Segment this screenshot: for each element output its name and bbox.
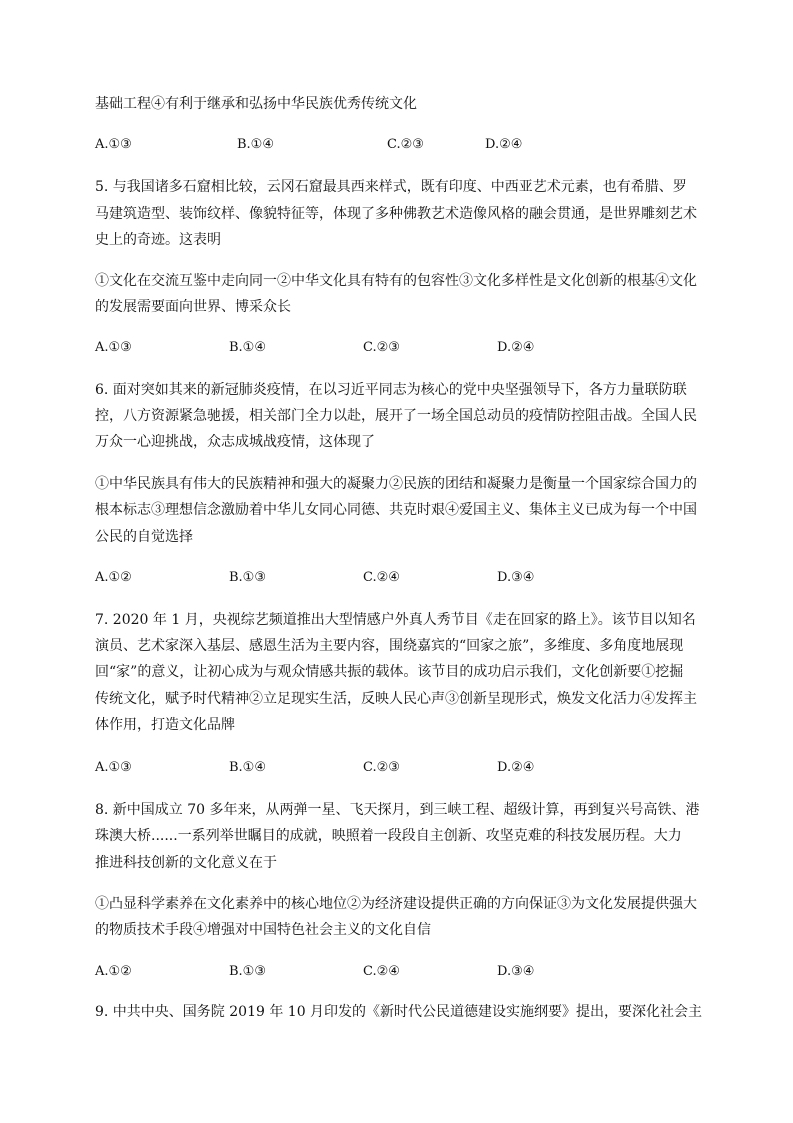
- q8-choices-line: 的物质技术手段④增强对中国特色社会主义的文化自信: [95, 922, 431, 938]
- q4-choice-line: 基础工程④有利于继承和弘扬中华民族优秀传统文化: [95, 96, 417, 112]
- q5-option-a: A.①③: [95, 340, 132, 355]
- q6-stem-line: 控，八方资源紧急驰援，相关部门全力以赴，展开了一场全国总动员的疫情防控阻击战。全国人民: [95, 408, 697, 424]
- q5-options: [95, 338, 715, 358]
- q7-stem-line: 体作用，打造文化品牌: [95, 717, 235, 733]
- q5-choices-line: 的发展需要面向世界、博采众长: [95, 299, 291, 315]
- q5-option-d: D.②④: [497, 340, 535, 355]
- q5-choices-line: ①文化在交流互鉴中走向同一②中华文化具有特有的包容性③文化多样性是文化创新的根基④文化: [95, 273, 697, 289]
- q6-choices-line: 根本标志③理想信念激励着中华儿女同心同德、共克时艰④爱国主义、集体主义已成为每一个中国: [95, 502, 697, 518]
- q7-option-c: C.②③: [363, 760, 400, 775]
- q7-stem-line: 7. 2020 年 1 月，央视综艺频道推出大型情感户外真人秀节目《走在回家的路上》。该节目以知名: [95, 612, 696, 628]
- q6-option-b: B.①③: [229, 570, 266, 585]
- q8-stem-line: 珠澳大桥......一系列举世瞩目的成就，映照着一段段自主创新、攻坚克难的科技发展历程。大力: [95, 828, 682, 844]
- q7-option-b: B.①④: [229, 760, 266, 775]
- q7-stem-line: 演员、艺术家深入基层、感恩生活为主要内容，围绕嘉宾的“回家之旅”，多维度、多角度地展现: [95, 638, 684, 654]
- q7-stem-line: 传统文化，赋予时代精神②立足现实生活，反映人民心声③创新呈现形式，焕发文化活力④发挥主: [95, 691, 697, 707]
- q4-options: [95, 135, 715, 155]
- q6-options: [95, 568, 715, 588]
- q8-choices-line: ①凸显科学素养在文化素养中的核心地位②为经济建设提供正确的方向保证③为文化发展提供强大: [95, 896, 697, 912]
- q7-stem-line: 回“家”的意义，让初心成为与观众情感共振的载体。该节目的成功启示我们，文化创新要①挖掘: [95, 664, 684, 680]
- q5-stem-line: 史上的奇迹。这表明: [95, 232, 221, 248]
- q6-stem-line: 6. 面对突如其来的新冠肺炎疫情，在以习近平同志为核心的党中央坚强领导下，各方力量联防联: [95, 382, 687, 398]
- q6-stem-line: 万众一心迎挑战，众志成城战疫情，这体现了: [95, 434, 375, 450]
- q7-options: [95, 758, 715, 778]
- q4-option-b: B.①④: [237, 137, 274, 152]
- q5-option-b: B.①④: [229, 340, 266, 355]
- q8-option-b: B.①③: [229, 964, 266, 979]
- q8-option-c: C.②④: [363, 964, 400, 979]
- q6-choices-line: ①中华民族具有伟大的民族精神和强大的凝聚力②民族的团结和凝聚力是衡量一个国家综合国力的: [95, 476, 697, 492]
- q7-option-a: A.①③: [95, 760, 132, 775]
- q5-stem-line: 5. 与我国诸多石窟相比较，云冈石窟最具西来样式，既有印度、中西亚艺术元素，也有希腊、罗: [95, 179, 687, 195]
- q6-option-d: D.③④: [497, 570, 535, 585]
- q6-option-c: C.②④: [363, 570, 400, 585]
- q8-option-d: D.③④: [497, 964, 535, 979]
- q6-option-a: A.①②: [95, 570, 132, 585]
- q8-stem-line: 推进科技创新的文化意义在于: [95, 855, 277, 871]
- q7-option-d: D.②④: [497, 760, 535, 775]
- q4-option-c: C.②③: [387, 137, 424, 152]
- q8-options: [95, 962, 715, 982]
- q8-option-a: A.①②: [95, 964, 132, 979]
- q5-option-c: C.②③: [363, 340, 400, 355]
- q4-option-d: D.②④: [485, 137, 523, 152]
- q6-choices-line: 公民的自觉选择: [95, 529, 193, 545]
- q9-stem-line: 9. 中共中央、国务院 2019 年 10 月印发的《新时代公民道德建设实施纲要》提出，要深化社会主: [95, 1004, 703, 1020]
- q5-stem-line: 马建筑造型、装饰纹样、像貌特征等，体现了多种佛教艺术造像风格的融会贯通，是世界雕刻艺术: [95, 206, 697, 222]
- q8-stem-line: 8. 新中国成立 70 多年来，从两弹一星、飞天探月，到三峡工程、超级计算，再到复兴号高铁、港: [95, 802, 700, 818]
- q4-option-a: A.①③: [95, 137, 132, 152]
